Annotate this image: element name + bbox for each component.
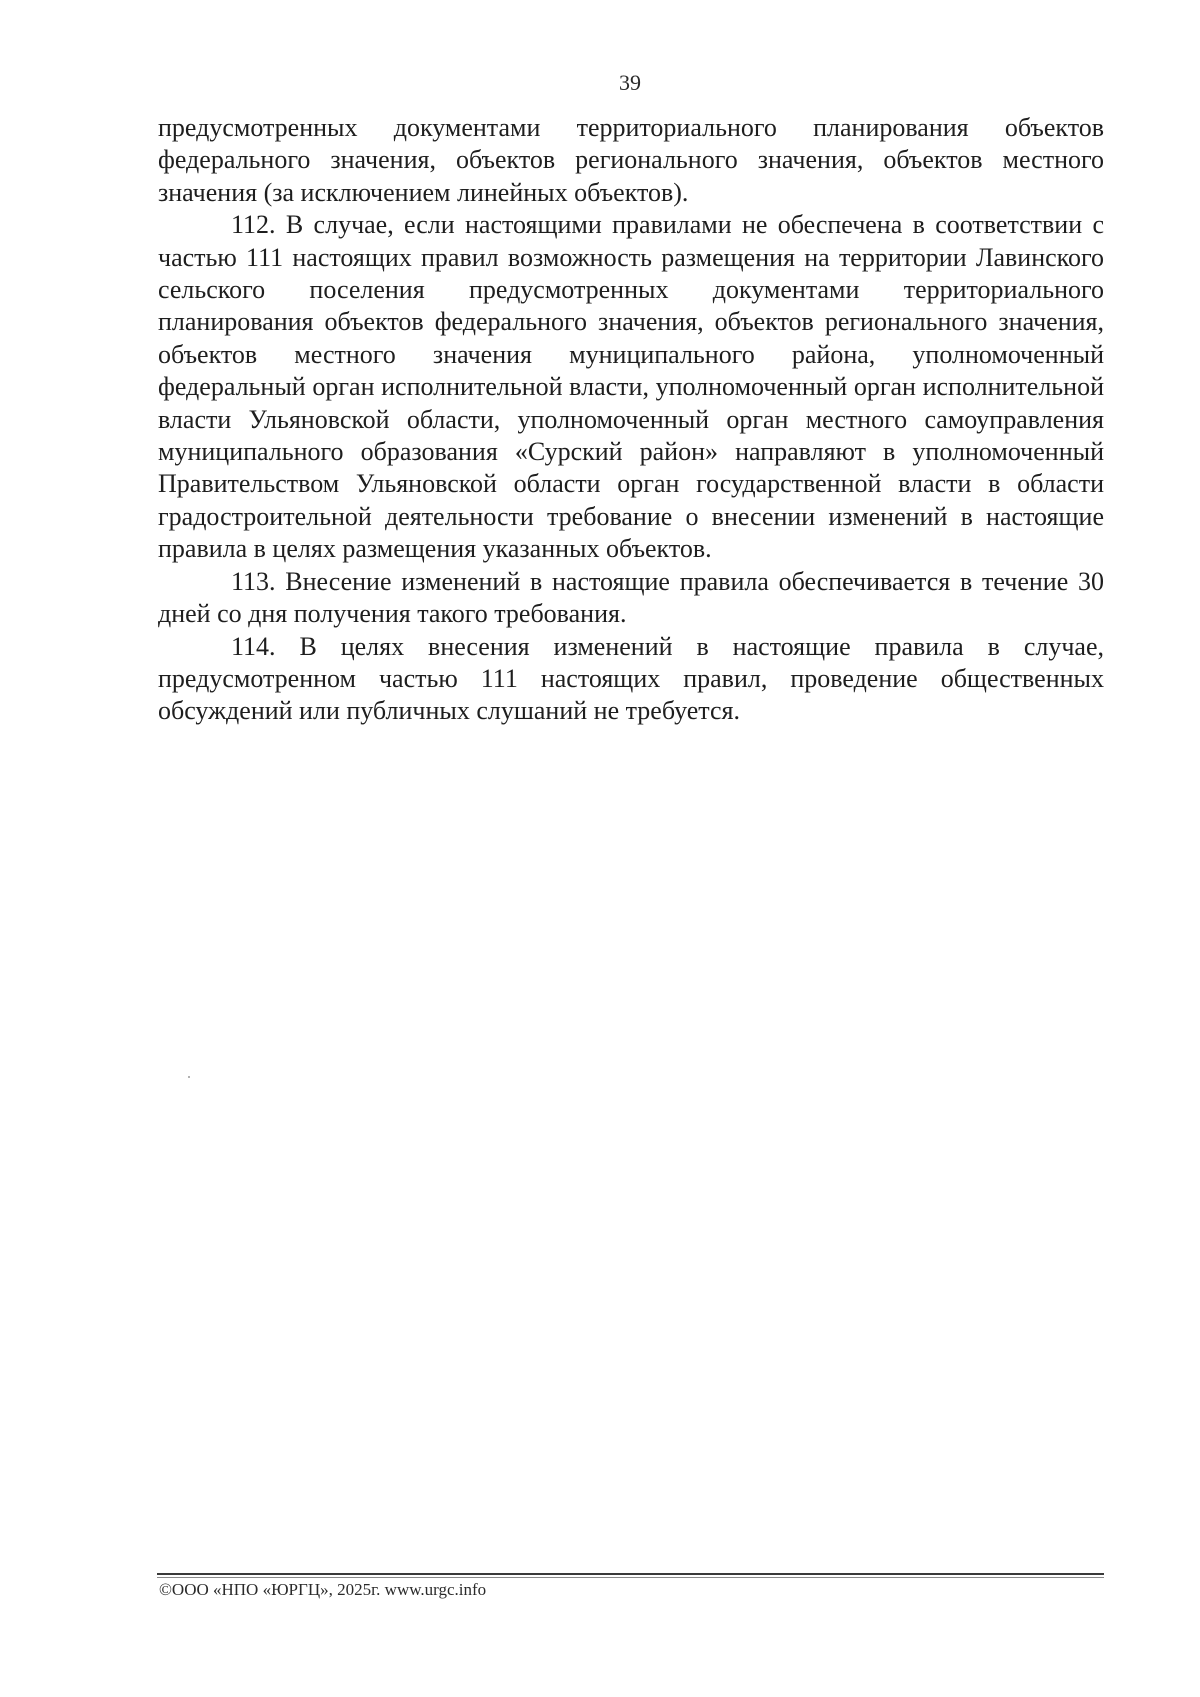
page-number: 39 xyxy=(619,70,641,95)
footer-copyright: ©ООО «НПО «ЮРГЦ», 2025г. www.urgc.info xyxy=(159,1580,487,1599)
paragraph-113: 113. Внесение изменений в настоящие правила обеспечивается в течение 30 дней со дня получения такого требования. xyxy=(158,566,1104,629)
paragraph-continuation: предусмотренных документами территориального планирования объектов федерального значения, объектов регионального значения, объектов местного значения (за исключением линейных объектов). xyxy=(158,113,1104,207)
footer-divider-thin xyxy=(157,1577,1104,1578)
paragraph-114: 114. В целях внесения изменений в настоящие правила в случае, предусмотренном частью 111 настоящих правил, проведение общественных обсуждений или публичных слушаний не требуется. xyxy=(158,631,1104,726)
paragraph-112: 112. В случае, если настоящими правилами не обеспечена в соответствии с частью 111 настоящих правил возможность размещения на территории Лавинского сельского поселения предусмотренных документами территориального планирования объектов федерального значения, объектов регионального значения, объектов местного значения муниципального района, уполномоченный федеральный орган исполнительной власти, уполномоченный орган исполнительной власти Ульяновской области, уполномоченный орган местного самоуправления муниципального образования «Сурский район» направляют в уполномоченный Правительством Ульяновской области орган государственной власти в области градостроительной деятельности требование о внесении изменений в настоящие правила в целях размещения указанных объектов. xyxy=(158,210,1104,564)
scan-artifact xyxy=(188,1076,190,1078)
document-body xyxy=(158,112,1104,728)
footer-divider xyxy=(157,1573,1104,1575)
